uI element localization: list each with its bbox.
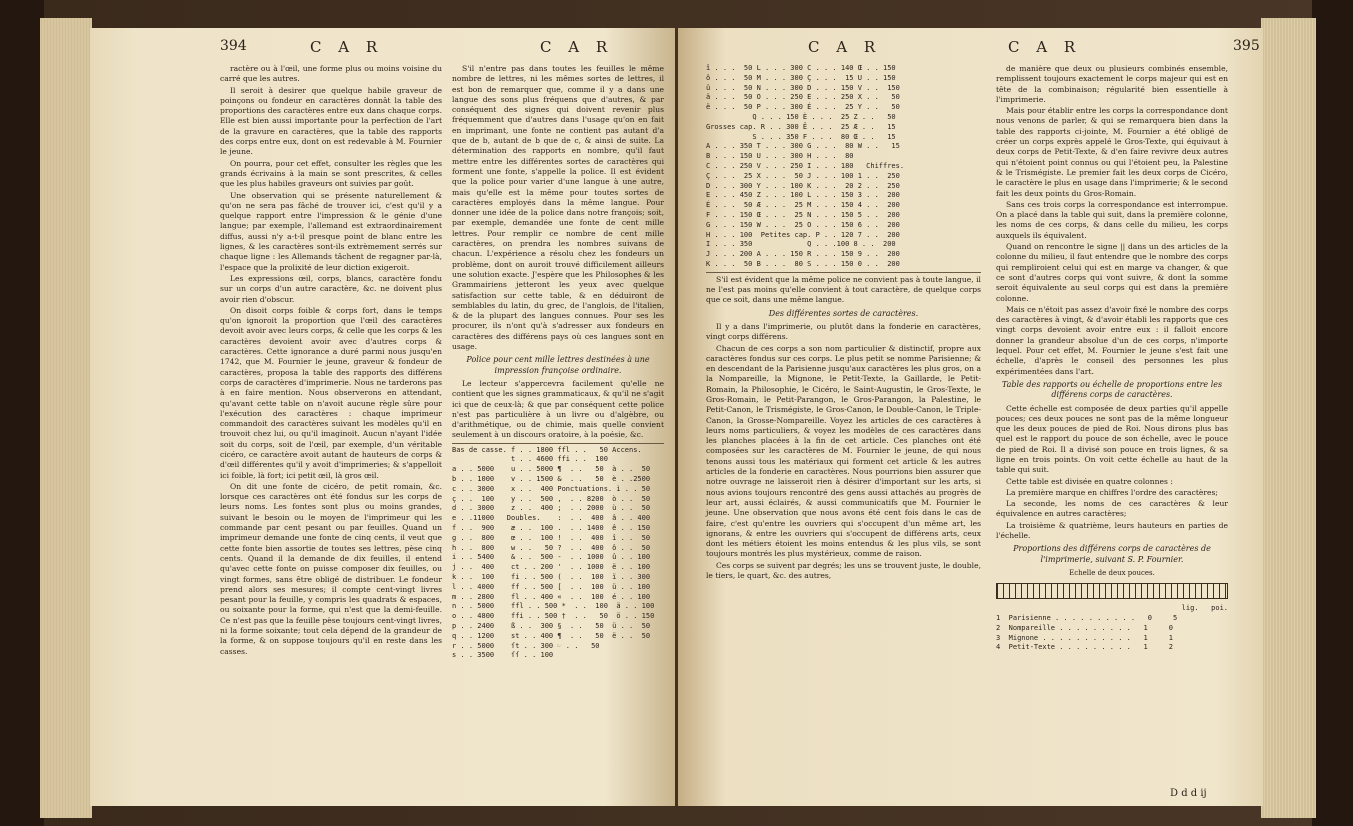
section-heading: Table des rapports ou échelle de proportions entre les différens corps de caractères.: [1001, 379, 1223, 400]
scale-caption: Echelle de deux pouces.: [1069, 568, 1155, 577]
left-column-2: [452, 64, 664, 661]
paragraph: de manière que deux ou plusieurs combinés ensemble, remplissent toujours exactement le corps majeur qui est en tête de la combinaison; régularité bien essentielle à l'imprimerie.: [996, 64, 1228, 104]
left-cover: [0, 0, 44, 826]
page-number: 395: [1233, 38, 1260, 54]
divider: [452, 443, 664, 444]
left-page: [90, 28, 675, 806]
paragraph: Sans ces trois corps la correspondance est interrompue. On a placé dans la table qui suit, dans la première colonne, les noms de ces corps, & dans celle du milieu, les corps auxquels ils équivalent.: [996, 199, 1228, 240]
paragraph: Une observation qui se présente naturellement & qu'on ne sera pas fâché de trouver ici, c'est qu'il y a quelque rapport entre l'impression & le génie d'une langue; par exemple, l'allemand est extraordinairement diffus, aussi n'y a-t-il presque point de blanc entre les lignes, & les caractères sont-ils extrèmement serrés sur chaque ligne : les Allemands tâchent de regagner par-là, l'espace que la prolixité de leur diction exigeroit.: [220, 190, 442, 272]
scale-ruler: [996, 583, 1228, 599]
section-heading: Proportions des différens corps de caractères de l'imprimerie, suivant S. P. Fournier.: [1013, 544, 1211, 564]
paragraph: La troisième & quatrième, leurs hauteurs en parties de l'échelle.: [996, 520, 1228, 541]
paragraph: Quand on rencontre le signe || dans un des articles de la colonne du milieu, il faut entendre que le nombre des corps qui rempliroient celui qui est en marge va changer, & que ce sont d'autres corps qui vont suivre, & dont la somme seroit équivalente au seul corps qui est dans la première colonne.: [996, 242, 1228, 303]
prop-header: lig. poi.: [1181, 604, 1228, 613]
paragraph: S'il n'entre pas dans toutes les feuilles le même nombre de lettres, ni les mêmes sortes de lettres, il est bon de remarquer que, comme il y a dans une langue des sons plus fréquens que d'autres, & par conséquent des signes qui doivent revenir plus fréquemment que d'autres dans l'usage qu'on en fait en imprimant, une fonte ne contient pas autant d'a que de b, autant de b que de c, & ainsi de suite. La détermination des rapports en nombre, qu'il faut mettre entre les différentes sortes de caractères qui forment une fonte, s'appelle la police. Il est évident que la police pour varier d'une langue à une autre, mais qu'elle est la même pour toutes sortes de caractères employés dans la même langue. Pour donner une idée de la police dans notre françois; soit, par exemple, demandée une fonte de cent mille lettres. Pour remplir ce nombre de cent mille caractères, on prendra les nombres suivans de chacun. L'expérience a résolu chez les fondeurs un problème, dont on auroit trouvé difficilement ailleurs une solution exacte. J'espère que les Philosophes & les Grammairiens jetteront les yeux avec quelque satisfaction sur cette table, & en déduiront de semblables du latin, du grec, de l'anglois, de l'italien, & de la plupart des langues connues. Pour ses les procurer, ils n'ont qu'à s'adresser aux fondeurs en caractères des différens pays où ces langues sont en usage.: [452, 64, 664, 352]
prop-row: 2 Nompareille . . . . . . . . . 1 0: [996, 623, 1174, 632]
running-head-right: C A R: [1008, 38, 1082, 56]
divider: [706, 272, 981, 273]
paragraph: Cette table est divisée en quatre colonnes :: [1006, 476, 1173, 486]
right-column-2: [996, 64, 1228, 653]
paragraph: On disoit corps foible & corps fort, dans le temps qu'on ignoroit la proportion que l'œil des caractères devoit avoir avec leurs corps, & celle que les corps & les caractères devoient avoir avec d'autres corps & caractères. Cette ignorance a duré parmi nous jusqu'en 1742, que M. Fournier le jeune, graveur & fondeur de caractères, proposa la table des rapports des différens corps de caractères d'imprimerie. Nous ne tarderons pas à en faire mention. Nous observerons en attendant, qu'avant cette table on n'avoit aucune règle sûre pour l'exécution des caractères : chaque imprimeur commandoit des caractères suivant les modèles qu'il en trouvoit chez lui, ou qu'il imaginoit. Aucun n'ayant l'idée soit du corps, soit de l'œil, par exemple, d'un véritable cicéro, ce caractère avoit autant de hauteurs de corps & d'œil différentes qu'il y avoit d'imprimeries; & s'appelloit ici foible, là fort; ici petit œil, là gros œil.: [220, 305, 442, 480]
paragraph: ractère ou à l'œil, une forme plus ou moins voisine du carré que les autres.: [220, 64, 442, 84]
right-column-1: [706, 64, 981, 582]
paragraph: Les expressions œil, corps, blancs, caractère fondu sur un corps d'un autre caractère, &c. ne doivent plus avoir rien d'obscur.: [220, 273, 442, 304]
right-page-edges: [1261, 18, 1316, 818]
section-heading: Police pour cent mille lettres destinées à une impression françoise ordinaire.: [466, 355, 650, 375]
paragraph: Mais ce n'étoit pas assez d'avoir fixé le nombre des corps des caractères à vingt, & d'avoir établi les rapports que ces vingt corps devoient avoir entre eux : il falloit encore donner la grandeur absolue d'un de ces corps, n'importe lequel. Pour cet effet, M. Fournier le jeune s'est fait une échelle, d'après le conseil des personnes les plus expérimentées dans l'art.: [996, 304, 1228, 376]
police-table: Bas de casse. f . . 1800 ffl . . 50 Accens. t . . 4600 ffi . . 100 a . . 5000 u . . 5000 ¶ . . 50 à . . 50 b . . 1000 v . . 1500 & . . 50 è . .2500 c . . 3000 x . . 400 Ponctuations. ì . . 50 ç . . 100 y . . 500 , . . 8200 ò . . 50 d . . 3000 z . . 400 ; . . 2000 ù . . 50 e . .11000 Doubles. : . . 400 â . . 400 f . . 900 æ . . 100 . . . 1400 ê . . 150 g . . 800 œ . . 100 ! . . 400 î . . 50 h . . 800 w . . 50 ? . . 400 ô . . 50 i . . 5400 & . . 500 - . . 1000 û . . 100 j . . 400 ct . . 200 ' . . 1000 ë . . 100 k . . 100 fi . . 500 ( . . 100 ï . . 300 l . . 4000 ff . . 500 [ . . 100 ü . . 100 m . . 2800 fl . . 400 « . . 100 é . . 100 n . . 5000 ffl . . 500 * . . 100 ä . . 100 o . . 4800 ffi . . 500 † . . 50 ö . . 150 p . . 2400 ß . . 300 § . . 50 ü . . 50 q . . 1200 st . . 400 ¶ . . 50 ë . . 50 r . . 5000 ſt . . 300 ☞ . . 50 s . . 3500 ſſ . . 100: [452, 445, 655, 660]
running-head-left: C A R: [310, 38, 384, 56]
paragraph: S'il est évident que la même police ne convient pas à toute langue, il ne l'est pas moins qu'elle convient à tout caractère, de quelque corps que ce soit, dans une même langue.: [706, 274, 981, 305]
signature-mark: D d d ij: [1170, 788, 1207, 799]
prop-row: 4 Petit-Texte . . . . . . . . . 1 2: [996, 643, 1174, 652]
paragraph: On dit une fonte de cicéro, de petit romain, &c. lorsque ces caractères ont été fondus sur les corps de leurs noms. Les fontes sont plus ou moins grandes, suivant le besoin ou le moyen de l'imprimeur qui les commande par cent pesant ou par feuilles. Quand un imprimeur demande une fonte de cinq cents, il veut que cette fonte bien assortie de toutes ses lettres, pèse cinq cents. Quand il la demande de dix feuilles, il entend qu'avec cette fonte on puisse composer dix feuilles, ou vingt formes, sans être obligé de distribuer. Le fondeur prend alors ses mesures; il compte cent-vingt livres pesant pour la feuille, y compris les quadrats & espaces, ou soixante pour la forme, qui n'est que la demi-feuille. Ce n'est pas que la feuille pèse toujours cent-vingt livres, ni la forme soixante; tout cela dépend de la grandeur de la forme, & on suppose toujours qu'il en reste dans les casses.: [220, 481, 442, 656]
left-page-edges: [40, 18, 92, 818]
running-head-right: C A R: [540, 38, 614, 56]
capitals-table: î . . . 50 L . . . 300 C . . . 140 Œ . . 150 ô . . . 50 M . . . 300 Ç . . . 15 U . . 150 û . . . 50 N . . . 300 D . . . 150 V . . 150 ä . . . 50 O . . . 250 E . . . 250 X . . 50 ë . . . 50 P . . . 300 É . . . 25 Y . . 50 Q . . . 150 È . . . 25 Z . . 50 Grosses cap. R . . 300 Ê . . . 25 Æ . . 15 S . . . 350 F . . . 80 Œ . . 15 A . . . 350 T . . . 300 G . . . 80 W . . 15 B . . . 150 U . . . 300 H . . . 80 C . . . 250 V . . . 250 I . . . 180 Chiffres. Ç . . . 25 X . . . 50 J . . . 100 1 . . 250 D . . . 300 Y . . . 100 K . . . 20 2 . . 250 E . . . 450 Z . . . 100 L . . . 150 3 . . 200 É . . . 50 Æ . . . 25 M . . . 150 4 . . 200 F . . . 150 Œ . . . 25 N . . . 150 5 . . 200 G . . . 150 W . . . 25 O . . . 150 6 . . 200 H . . . 100 Petites cap. P . . 120 7 . . 200 I . . . 350 Q . . .100 8 . . 200 J . . . 200 A . . . 150 R . . . 150 9 . . 200 K . . . 50 B . . . 80 S . . . 150 0 . . 200: [706, 64, 905, 268]
left-column-1: [220, 64, 442, 658]
paragraph: Le lecteur s'appercevra facilement qu'elle ne contient que les signes grammaticaux, & qu'il ne s'agit ici que de ceux-là; & que par conséquent cette police n'est pas particulière à un livre ou d'algèbre, ou d'arithmétique, ou de chimie, mais quelle convient seulement à un discours oratoire, à la poésie, &c.: [452, 378, 664, 440]
paragraph: Mais pour établir entre les corps la correspondance dont nous venons de parler, & qui se remarquera bien dans la table des rapports ci-jointe, M. Fournier a été obligé de créer un corps exprès appelé le Gros-Texte, qui équivaut à deux corps de Petit-Texte, & d'en faire revivre deux autres qui n'étoient point connus ou qui l'étoient peu, la Palestine & le Trismégiste. Le premier fait les deux corps de Cicéro, le caractère le plus en usage dans l'imprimerie; & le second fait les deux points du Gros-Romain.: [996, 106, 1228, 198]
paragraph: Il seroit à desirer que quelque habile graveur de poinçons ou fondeur en caractères donnât la table des proportions des caractères entre eux dans chaque corps. Elle est bien aussi importante pour la perfection de l'art de la gravure en caractères, que la table des rapports des corps entre eux, dont on est redevable à M. Fournier le jeune.: [220, 85, 442, 157]
prop-row: 3 Mignone . . . . . . . . . . . 1 1: [996, 633, 1174, 642]
paragraph: On pourra, pour cet effet, consulter les règles que les grands écrivains à la main se sont prescrites, & celles que les plus habiles graveurs ont suivies par goût.: [220, 158, 442, 189]
paragraph: Il y a dans l'imprimerie, ou plutôt dans la fonderie en caractères, vingt corps différens.: [706, 321, 981, 342]
paragraph: Chacun de ces corps a son nom particulier & distinctif, propre aux caractères fondus sur ces corps. Le plus petit se nomme Parisienne; & en descendant de la Parisienne jusqu'aux caractères les plus gros, on a la Nompareille, la Mignone, le Petit-Texte, la Gaillarde, le Petit-Romain, la Philosophie, le Cicéro, le Saint-Augustin, le Gros-Texte, le Gros-Romain, le Petit-Parangon, le Gros-Parangon, la Palestine, le Petit-Canon, le Trismégiste, le Gros-Canon, le Double-Canon, le Triple-Canon, la Grosse-Nompareille. Voyez les articles de ces caractères à leurs noms particuliers, & voyez les modèles de ces caractères dans les planches placées à la fin de cet article. Ces planches ont été composées sur les caractères de M. Fournier le jeune, de qui nous tenons aussi tous les matériaux qui forment cet article & les autres articles de la fonderie en caractères. Nous pourrions bien assurer que notre ouvrage ne laisseroit rien à désirer d'important sur les arts, si nous avions toujours rencontré des gens aussi attachés au progrès de leur art, aussi éclairés, & aussi communicatifs que M. Fournier le jeune. Une observation que nous avons été cent fois dans le cas de faire, c'est qu'entre les ouvriers qui s'occupent d'un même art, les ignorans, & entre les ouvriers qui s'occupent de différens arts, ceux dont les métiers étoient les moins entendus & les plus vils, se sont toujours montrés les plus mystérieux, comme de raison.: [706, 343, 981, 559]
running-head-left: C A R: [808, 38, 882, 56]
paragraph: Cette échelle est composée de deux parties qu'il appelle pouces; ces deux pouces ne sont pas de la même longueur que les deux pouces de pied de Roi. Nous dirons plus bas quel est le rapport du pouce de son échelle, avec le pouce de pied de Roi. Il a divisé son pouce en trois lignes, & sa ligne en trois points. On voit cette échelle au haut de la table qui suit.: [996, 403, 1228, 475]
paragraph: La première marque en chiffres l'ordre des caractères;: [1006, 487, 1218, 497]
prop-row: 1 Parisienne . . . . . . . . . . 0 5: [996, 614, 1178, 623]
right-page: [678, 28, 1263, 806]
section-heading: Des différentes sortes de caractères.: [768, 308, 919, 318]
right-cover: [1312, 0, 1353, 826]
paragraph: Ces corps se suivent par degrés; les uns se trouvent juste, le double, le tiers, le quart, &c. des autres,: [706, 560, 981, 581]
paragraph: La seconde, les noms de ces caractères & leur équivalence en autres caractères;: [996, 499, 1228, 519]
page-number: 394: [220, 38, 247, 54]
